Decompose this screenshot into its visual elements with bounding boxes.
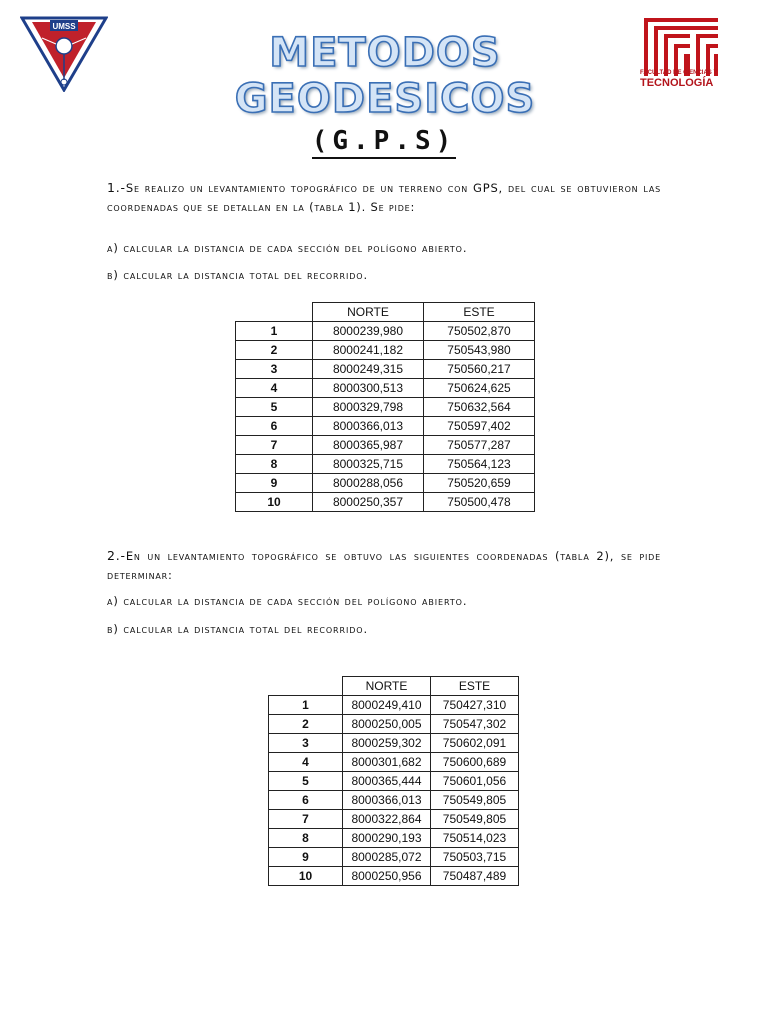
table-1-row bbox=[236, 322, 535, 341]
table-2-este-cell: 750601,056 bbox=[431, 772, 519, 791]
exercise1-text: Se realizo un levantamiento topográfico de un terreno con GPS, del cual se obtuvieron las coordenadas que se detallan en la (tabla 1). Se pide: bbox=[107, 181, 661, 214]
table-1-row-index: 3 bbox=[236, 360, 313, 379]
table-1-norte-cell: 8000300,513 bbox=[313, 379, 424, 398]
table-2-norte-cell: 8000365,444 bbox=[343, 772, 431, 791]
table-2-este-cell: 750600,689 bbox=[431, 753, 519, 772]
table-1-norte-cell: 8000329,798 bbox=[313, 398, 424, 417]
table-1-row-index: 5 bbox=[236, 398, 313, 417]
table-2-row-index: 8 bbox=[269, 829, 343, 848]
exercise2-statement bbox=[107, 546, 661, 585]
table-1-row bbox=[236, 474, 535, 493]
table-1-header-este: ESTE bbox=[424, 303, 535, 322]
exercise2-item-a: a) calcular la distancia de cada sección del polígono abierto. bbox=[107, 594, 468, 608]
table-2-row bbox=[269, 848, 519, 867]
table-1-row-index: 8 bbox=[236, 455, 313, 474]
table-1-row-index: 9 bbox=[236, 474, 313, 493]
table-2-este-cell: 750547,302 bbox=[431, 715, 519, 734]
table-2-este-cell: 750549,805 bbox=[431, 791, 519, 810]
table-2-row-index: 4 bbox=[269, 753, 343, 772]
table-1-corner bbox=[236, 303, 313, 322]
page-title: METODOS GEODESICOS bbox=[234, 30, 536, 122]
table-1-este-cell: 750502,870 bbox=[424, 322, 535, 341]
table-2-header-row bbox=[269, 677, 519, 696]
table-1-este-cell: 750577,287 bbox=[424, 436, 535, 455]
exercise1-statement bbox=[107, 178, 661, 217]
fcyt-logo-caption bbox=[640, 70, 730, 89]
table-2-header-norte: NORTE bbox=[343, 677, 431, 696]
table-2-row bbox=[269, 772, 519, 791]
table-2-norte-cell: 8000249,410 bbox=[343, 696, 431, 715]
table-2-este-cell: 750503,715 bbox=[431, 848, 519, 867]
table-1-este-cell: 750543,980 bbox=[424, 341, 535, 360]
table-2-header-este: ESTE bbox=[431, 677, 519, 696]
table-2-row bbox=[269, 867, 519, 886]
table-2-este-cell: 750514,023 bbox=[431, 829, 519, 848]
table-1-norte-cell: 8000366,013 bbox=[313, 417, 424, 436]
exercise1-item-a: a) calcular la distancia de cada sección del polígono abierto. bbox=[107, 241, 468, 255]
exercise2-number: 2.- bbox=[107, 548, 126, 563]
table-2-este-cell: 750549,805 bbox=[431, 810, 519, 829]
table-2-este-cell: 750427,310 bbox=[431, 696, 519, 715]
table-2-row-index: 3 bbox=[269, 734, 343, 753]
table-1-row bbox=[236, 455, 535, 474]
fcyt-caption-line1: FACULTAD DE CIENCIAS Y bbox=[640, 70, 718, 76]
exercise1-number: 1.- bbox=[107, 180, 126, 195]
table-1-norte-cell: 8000239,980 bbox=[313, 322, 424, 341]
table-1-row-index: 6 bbox=[236, 417, 313, 436]
table-2-row-index: 9 bbox=[269, 848, 343, 867]
table-2-norte-cell: 8000322,864 bbox=[343, 810, 431, 829]
table-1-este-cell: 750597,402 bbox=[424, 417, 535, 436]
table-2-este-cell: 750487,489 bbox=[431, 867, 519, 886]
table-1-norte-cell: 8000365,987 bbox=[313, 436, 424, 455]
table-1-row bbox=[236, 436, 535, 455]
table-1-body bbox=[236, 322, 535, 512]
table-2-norte-cell: 8000250,005 bbox=[343, 715, 431, 734]
table-1-este-cell: 750632,564 bbox=[424, 398, 535, 417]
table-2-norte-cell: 8000285,072 bbox=[343, 848, 431, 867]
table-2-row bbox=[269, 753, 519, 772]
table-2-body bbox=[269, 696, 519, 886]
table-2-row bbox=[269, 696, 519, 715]
table-2-corner bbox=[269, 677, 343, 696]
table-2-row-index: 5 bbox=[269, 772, 343, 791]
table-1-row bbox=[236, 360, 535, 379]
table-1-este-cell: 750500,478 bbox=[424, 493, 535, 512]
table-1-norte-cell: 8000249,315 bbox=[313, 360, 424, 379]
table-1-norte-cell: 8000325,715 bbox=[313, 455, 424, 474]
table-1-row bbox=[236, 493, 535, 512]
table-1-norte-cell: 8000241,182 bbox=[313, 341, 424, 360]
table-1-norte-cell: 8000250,357 bbox=[313, 493, 424, 512]
table-1-este-cell: 750520,659 bbox=[424, 474, 535, 493]
table-2-row-index: 6 bbox=[269, 791, 343, 810]
table-2-row-index: 7 bbox=[269, 810, 343, 829]
table-1-este-cell: 750560,217 bbox=[424, 360, 535, 379]
umss-logo bbox=[20, 12, 108, 92]
table-2-row bbox=[269, 829, 519, 848]
table-2-row bbox=[269, 791, 519, 810]
table-1-row-index: 10 bbox=[236, 493, 313, 512]
table-1-row-index: 1 bbox=[236, 322, 313, 341]
table-1-este-cell: 750564,123 bbox=[424, 455, 535, 474]
table-2-norte-cell: 8000250,956 bbox=[343, 867, 431, 886]
table-1-row-index: 7 bbox=[236, 436, 313, 455]
table-1-header-norte: NORTE bbox=[313, 303, 424, 322]
table-2-row bbox=[269, 715, 519, 734]
table-2-row-index: 1 bbox=[269, 696, 343, 715]
table-2-row-index: 10 bbox=[269, 867, 343, 886]
page-subtitle bbox=[0, 126, 768, 156]
table-1-este-cell: 750624,625 bbox=[424, 379, 535, 398]
table-2-este-cell: 750602,091 bbox=[431, 734, 519, 753]
exercise2-item-b: b) calcular la distancia total del recorrido. bbox=[107, 622, 369, 636]
table-1-row bbox=[236, 341, 535, 360]
table-2-norte-cell: 8000259,302 bbox=[343, 734, 431, 753]
table-2-norte-cell: 8000366,013 bbox=[343, 791, 431, 810]
fcyt-caption-line2: TECNOLOGÍA bbox=[640, 77, 714, 89]
table-1-row-index: 2 bbox=[236, 341, 313, 360]
table-1-row bbox=[236, 379, 535, 398]
table-2-norte-cell: 8000290,193 bbox=[343, 829, 431, 848]
table-1-header-row bbox=[236, 303, 535, 322]
table-1 bbox=[235, 302, 535, 512]
table-2-norte-cell: 8000301,682 bbox=[343, 753, 431, 772]
subtitle-text: (G.P.S) bbox=[312, 126, 457, 159]
exercise1-item-b: b) calcular la distancia total del recorrido. bbox=[107, 268, 369, 282]
table-2-row-index: 2 bbox=[269, 715, 343, 734]
table-1-row-index: 4 bbox=[236, 379, 313, 398]
table-2-row bbox=[269, 734, 519, 753]
umss-logo-text: UMSS bbox=[52, 22, 76, 31]
exercise2-text: En un levantamiento topográfico se obtuvo las siguientes coordenadas (tabla 2), se pide determinar: bbox=[107, 549, 661, 582]
table-2 bbox=[268, 676, 519, 886]
table-1-row bbox=[236, 398, 535, 417]
table-2-row bbox=[269, 810, 519, 829]
table-1-norte-cell: 8000288,056 bbox=[313, 474, 424, 493]
table-1-row bbox=[236, 417, 535, 436]
